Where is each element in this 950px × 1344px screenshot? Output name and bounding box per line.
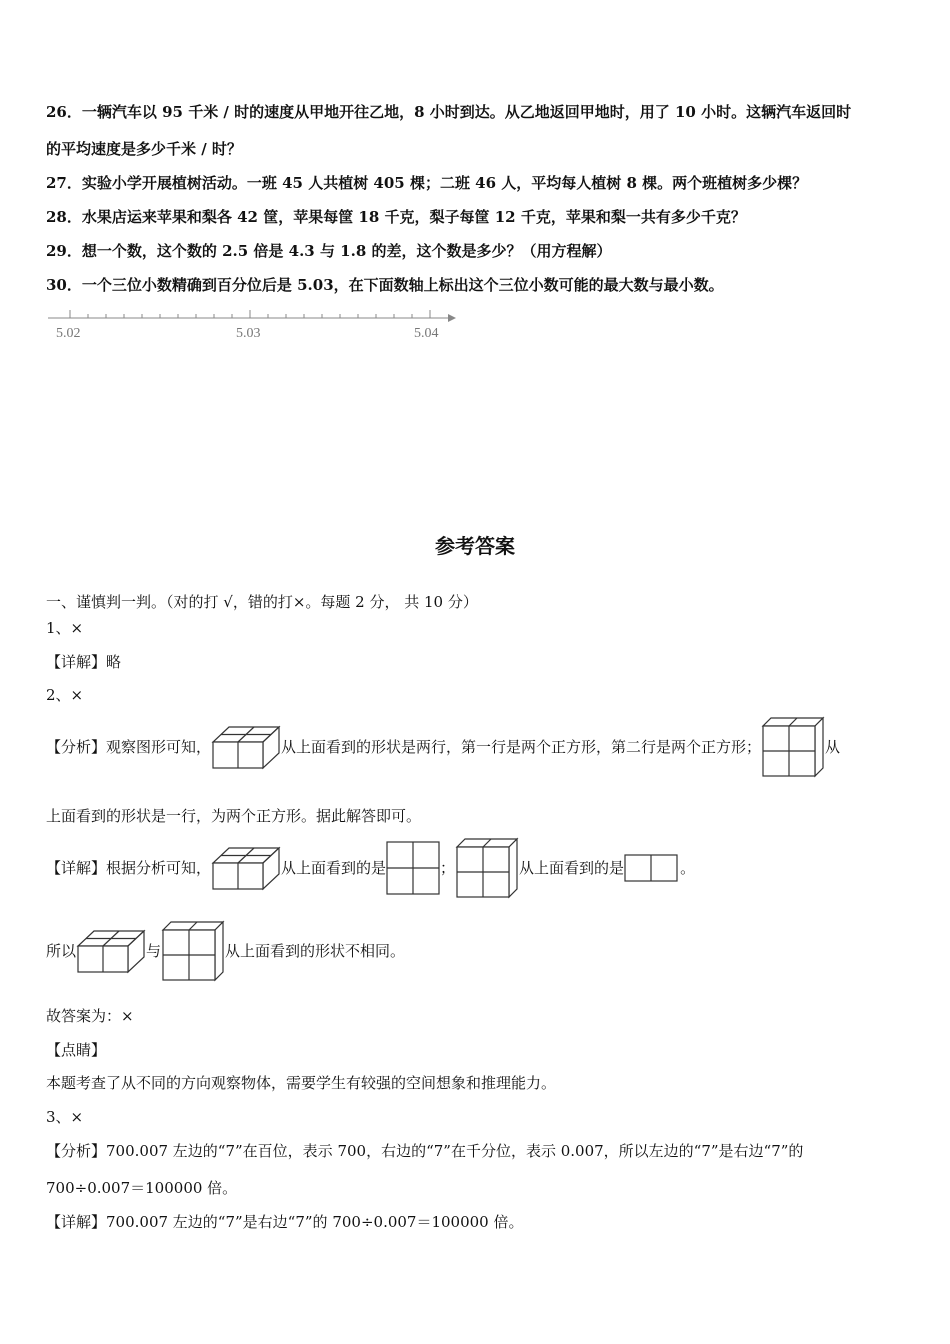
upright-cuboid-figure: [161, 920, 225, 982]
number-line-label-5-04: 5.04: [414, 326, 439, 341]
question-29: 29．想一个数，这个数的 2.5 倍是 4.3 与 1.8 的差，这个数是多少？（用方程解）: [46, 242, 612, 260]
conclusion-text-c: 从上面看到的形状不相同。: [225, 942, 406, 960]
answers-title: 参考答案: [435, 534, 515, 558]
analysis-text-b: 从上面看到的形状是两行，第一行是两个正方形，第二行是两个正方形；: [281, 738, 762, 756]
detail-text-e: 。: [680, 859, 696, 877]
answer-2-tip-text: 本题考查了从不同的方向观察物体，需要学生有较强的空间想象和推理能力。: [46, 1074, 557, 1092]
answer-2-detail: [46, 834, 695, 901]
top-view-square-grid: [386, 841, 440, 895]
flat-cuboid-figure: [211, 845, 281, 891]
analysis-text-c: 从: [825, 738, 841, 756]
answer-3: 3、×: [46, 1108, 84, 1126]
answer-3-analysis-line1: 【分析】700.007 左边的“7”在百位，表示 700，右边的“7”在千分位，表示 0.007，所以左边的“7”是右边“7”的: [46, 1142, 804, 1160]
detail-text-c: ；: [440, 859, 456, 877]
number-line-label-5-03: 5.03: [236, 326, 261, 341]
answer-2-analysis-line2: 上面看到的形状是一行，为两个正方形。据此解答即可。: [46, 807, 422, 825]
question-27: 27．实验小学开展植树活动。一班 45 人共植树 405 棵；二班 46 人，平均每人植树 8 棵。两个班植树多少棵？: [46, 174, 808, 192]
number-line-label-5-02: 5.02: [56, 326, 81, 341]
conclusion-text-b: 与: [146, 942, 162, 960]
detail-text-b: 从上面看到的是: [281, 859, 387, 877]
question-28: 28．水果店运来苹果和梨各 42 筐，苹果每筐 18 千克，梨子每筐 12 千克，苹果和梨一共有多少千克？: [46, 208, 746, 226]
question-26-line2: 的平均速度是多少千米 / 时？: [46, 140, 242, 158]
analysis-text-a: 【分析】观察图形可知，: [46, 738, 212, 756]
question-30: 30．一个三位小数精确到百分位后是 5.03，在下面数轴上标出这个三位小数可能的最大数与最小数。: [46, 276, 724, 294]
detail-text-d: 从上面看到的是: [519, 859, 625, 877]
flat-cuboid-figure: [76, 928, 146, 974]
conclusion-text-a: 所以: [46, 942, 77, 960]
detail-text-a: 【详解】根据分析可知，: [46, 859, 212, 877]
top-view-two-squares: [624, 853, 680, 883]
answer-2-conclusion: [46, 916, 405, 985]
answer-3-analysis-line2: 700÷0.007＝100000 倍。: [46, 1179, 238, 1197]
answer-2-tip-label: 【点睛】: [46, 1041, 107, 1059]
upright-cuboid-figure: [761, 716, 825, 778]
answer-3-detail: 【详解】700.007 左边的“7”是右边“7”的 700÷0.007＝100000 倍。: [46, 1213, 524, 1231]
number-line: [46, 306, 466, 346]
flat-cuboid-figure: [211, 724, 281, 770]
answer-2: 2、×: [46, 686, 84, 704]
answer-2-analysis: [46, 715, 840, 778]
answer-2-final: 故答案为：×: [46, 1007, 134, 1025]
answer-1-detail: 【详解】略: [46, 653, 122, 671]
section-1-heading: 一、谨慎判一判。（对的打 √，错的打×。每题 2 分， 共 10 分）: [46, 593, 478, 611]
upright-cuboid-figure: [455, 837, 519, 899]
question-26-line1: 26．一辆汽车以 95 千米 / 时的速度从甲地开往乙地，8 小时到达。从乙地返回甲地时，用了 10 小时。这辆汽车返回时: [46, 103, 852, 121]
answer-1: 1、×: [46, 619, 84, 637]
